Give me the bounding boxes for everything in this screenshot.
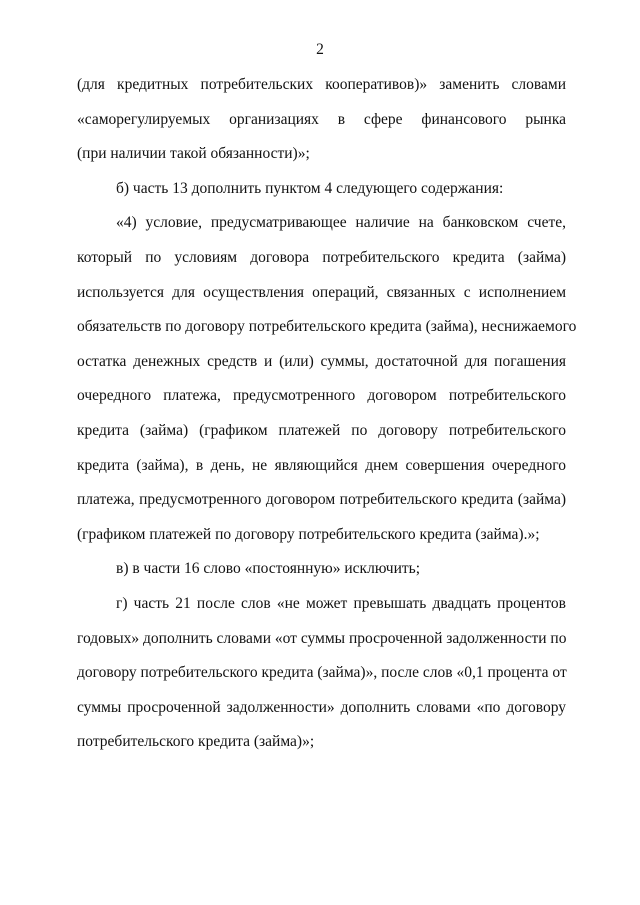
text-line: платежа, предусмотренного договором потребительского кредита (займа) — [77, 491, 566, 509]
text-line: очередного платежа, предусмотренного договором потребительского — [77, 387, 566, 405]
text-line: (для кредитных потребительских кооперативов)» заменить словами — [77, 76, 566, 93]
text-line: обязательств по договору потребительского кредита (займа), неснижаемого — [77, 318, 577, 336]
document-body — [77, 73, 577, 765]
text-line: (при наличии такой обязанности)»; — [77, 145, 310, 163]
text-line: г) часть 21 после слов «не может превышать двадцать процентов — [116, 594, 566, 612]
text-line: остатка денежных средств и (или) суммы, достаточной для погашения — [77, 352, 566, 370]
text-line: б) часть 13 дополнить пунктом 4 следующего содержания: — [116, 179, 504, 197]
text-line: суммы просроченной задолженности» дополнить словами «по договору — [77, 698, 566, 716]
text-line: годовых» дополнить словами «от суммы просроченной задолженности по — [77, 629, 567, 647]
text-line: кредита (займа), в день, не являющийся днем совершения очередного — [77, 456, 566, 474]
text-line: кредита (займа) (графиком платежей по договору потребительского — [77, 421, 566, 439]
text-line: «саморегулируемых организациях в сфере финансового рынка — [77, 110, 566, 128]
text-line: «4) условие, предусматривающее наличие на банковском счете, — [116, 214, 566, 232]
text-line: в) в части 16 слово «постоянную» исключить; — [116, 560, 421, 578]
text-line: который по условиям договора потребительского кредита (займа) — [77, 248, 566, 266]
text-line: договору потребительского кредита (займа)», после слов «0,1 процента от — [77, 664, 567, 682]
page-number: 2 — [316, 41, 324, 58]
text-line: потребительского кредита (займа)»; — [77, 733, 315, 751]
text-line: используется для осуществления операций, связанных с исполнением — [77, 283, 566, 301]
text-line: (графиком платежей по договору потребительского кредита (займа).»; — [77, 525, 540, 543]
